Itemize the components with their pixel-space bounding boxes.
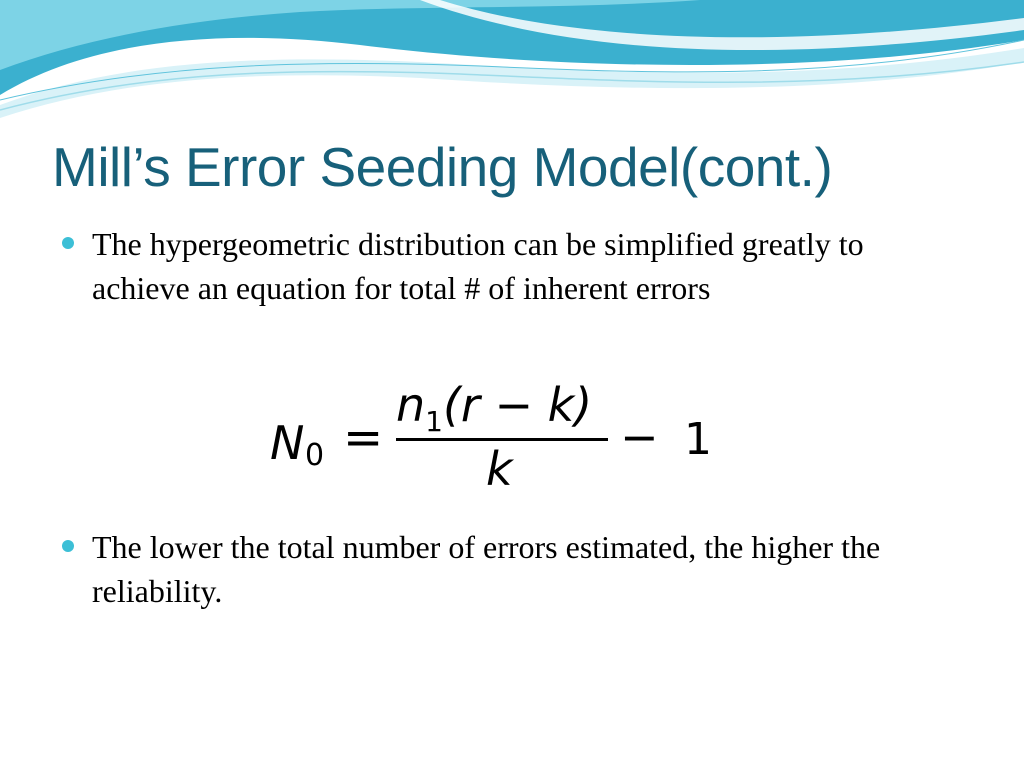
equation-numerator	[396, 378, 593, 438]
bullet-item	[62, 525, 942, 613]
equation-minus-sign: −	[620, 410, 659, 464]
bullet-text: The lower the total number of errors estimated, the higher the reliability.	[92, 529, 881, 609]
bullet-dot-icon	[62, 237, 74, 249]
equation-lhs-symbol: N	[270, 416, 305, 470]
numerator-subscript: 1	[425, 405, 443, 438]
slide-title: Mill’s Error Seeding Model(cont.)	[52, 136, 833, 198]
equation-lhs-subscript: 0	[305, 438, 325, 473]
fraction-bar	[396, 438, 608, 441]
bullet-dot-icon	[62, 540, 74, 552]
bullet-item	[62, 222, 942, 310]
numerator-symbol: n	[396, 378, 426, 432]
equation-denominator: k	[486, 442, 513, 496]
bullet-text: The hypergeometric distribution can be simplified greatly to achieve an equation for total # of inherent errors	[92, 226, 864, 306]
equation-equals-sign: =	[343, 410, 384, 466]
header-wave-decoration	[0, 0, 1024, 130]
equation-constant: 1	[684, 414, 712, 465]
numerator-rest: (r − k)	[442, 378, 593, 432]
